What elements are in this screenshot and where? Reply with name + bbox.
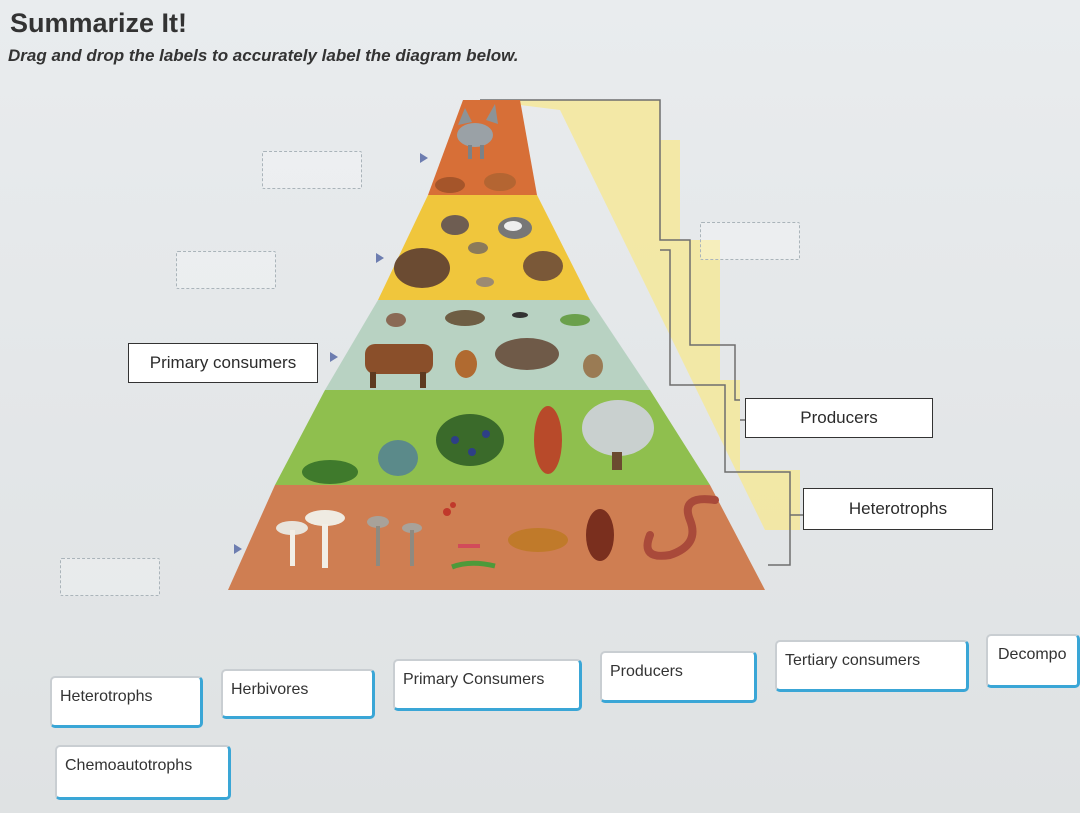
arrow-tertiary-icon (420, 153, 428, 163)
arrow-primary-icon (330, 352, 338, 362)
placed-label-heterotrophs[interactable]: Heterotrophs (803, 488, 993, 530)
label-chip-primary-consumers[interactable]: Primary Consumers (393, 659, 582, 711)
label-chip-heterotrophs[interactable]: Heterotrophs (50, 676, 203, 728)
label-chip-herbivores[interactable]: Herbivores (221, 669, 375, 719)
drop-slot-autotrophs[interactable] (700, 222, 800, 260)
arrow-secondary-icon (376, 253, 384, 263)
label-chip-chemoautotrophs[interactable]: Chemoautotrophs (55, 745, 231, 800)
label-chip-producers[interactable]: Producers (600, 651, 757, 703)
arrow-decomposers-icon (234, 544, 242, 554)
page-title: Summarize It! (10, 8, 188, 38)
label-chip-tertiary-consumers[interactable]: Tertiary consumers (775, 640, 969, 692)
placed-label-producers[interactable]: Producers (745, 398, 933, 438)
drop-slot-decomposers[interactable] (60, 558, 160, 596)
label-chip-decomposers[interactable]: Decompo (986, 634, 1080, 688)
drop-slot-secondary[interactable] (176, 251, 276, 289)
instructions: Drag and drop the labels to accurately label the diagram below. (8, 46, 519, 65)
tier-decomposers (228, 485, 765, 590)
drop-slot-tertiary[interactable] (262, 151, 362, 189)
placed-label-primary-consumers[interactable]: Primary consumers (128, 343, 318, 383)
